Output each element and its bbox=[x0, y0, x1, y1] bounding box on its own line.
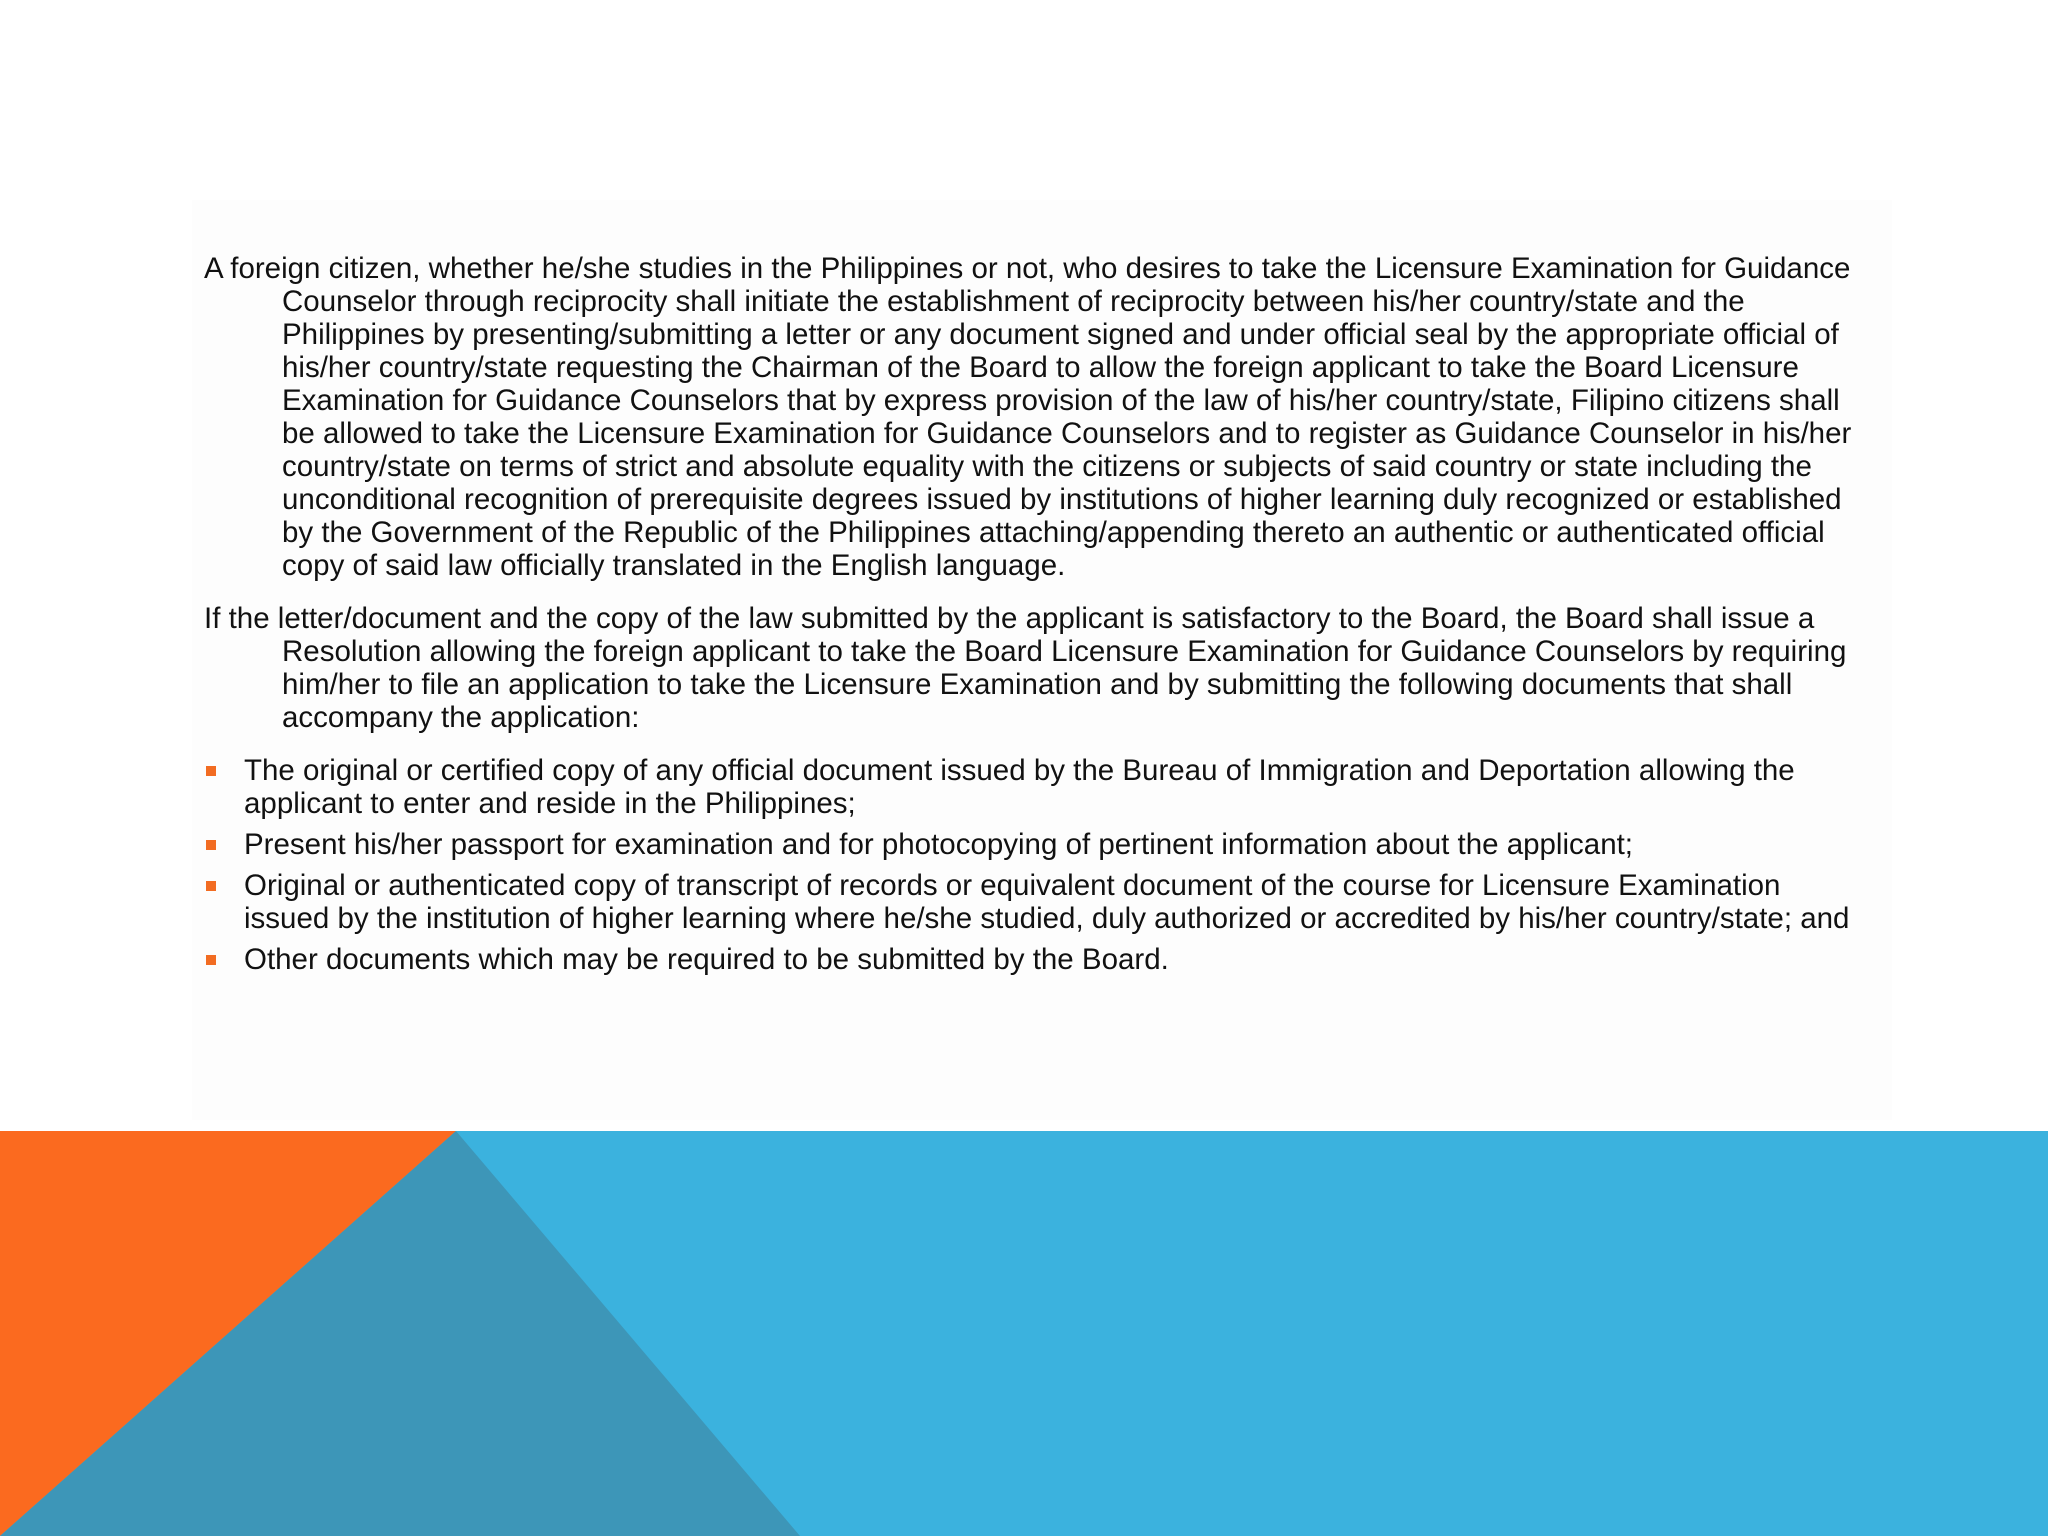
list-item-text: Original or authenticated copy of transcript of records or equivalent document of the course for Licensure Examination issued by the institution of higher learning where he/she studied, duly authorized or accredited by his/her country/state; and bbox=[244, 869, 1850, 935]
list-item-text: The original or certified copy of any official document issued by the Bureau of Immigration and Deportation allowing the applicant to enter and reside in the Philippines; bbox=[244, 754, 1795, 820]
square-bullet-icon bbox=[206, 955, 216, 965]
list-item-text: Present his/her passport for examination and for photocopying of pertinent information about the applicant; bbox=[244, 828, 1633, 861]
square-bullet-icon bbox=[206, 766, 216, 776]
square-bullet-icon bbox=[206, 840, 216, 850]
list-item bbox=[204, 869, 1864, 935]
list-item-text: Other documents which may be required to be submitted by the Board. bbox=[244, 943, 1169, 976]
slide-body bbox=[204, 252, 1864, 984]
paragraph-reciprocity-request: A foreign citizen, whether he/she studies in the Philippines or not, who desires to take the Licensure Examination for Guidance Counselor through reciprocity shall initiate the establishment of reciprocity between his/her country/state and the Philippines by presenting/submitting a letter or any document signed and under official seal by the appropriate official of his/her country/state requesting the Chairman of the Board to allow the foreign applicant to take the Board Licensure Examination for Guidance Counselors that by express provision of the law of his/her country/state, Filipino citizens shall be allowed to take the Licensure Examination for Guidance Counselors and to register as Guidance Counselor in his/her country/state on terms of strict and absolute equality with the citizens or subjects of said country or state including the unconditional recognition of prerequisite degrees issued by institutions of higher learning duly recognized or established by the Government of the Republic of the Philippines attaching/appending thereto an authentic or authenticated official copy of said law officially translated in the English language. bbox=[204, 252, 1852, 582]
square-bullet-icon bbox=[206, 881, 216, 891]
list-item bbox=[204, 943, 1864, 976]
paragraph-board-resolution: If the letter/document and the copy of the law submitted by the applicant is satisfactory to the Board, the Board shall issue a Resolution allowing the foreign applicant to take the Board Licensure Examination for Guidance Counselors by requiring him/her to file an application to take the Licensure Examination and by submitting the following documents that shall accompany the application: bbox=[204, 602, 1847, 734]
list-item bbox=[204, 754, 1864, 820]
decorative-bottom-band bbox=[0, 1131, 2048, 1536]
required-documents-list bbox=[204, 754, 1864, 976]
list-item bbox=[204, 828, 1864, 861]
